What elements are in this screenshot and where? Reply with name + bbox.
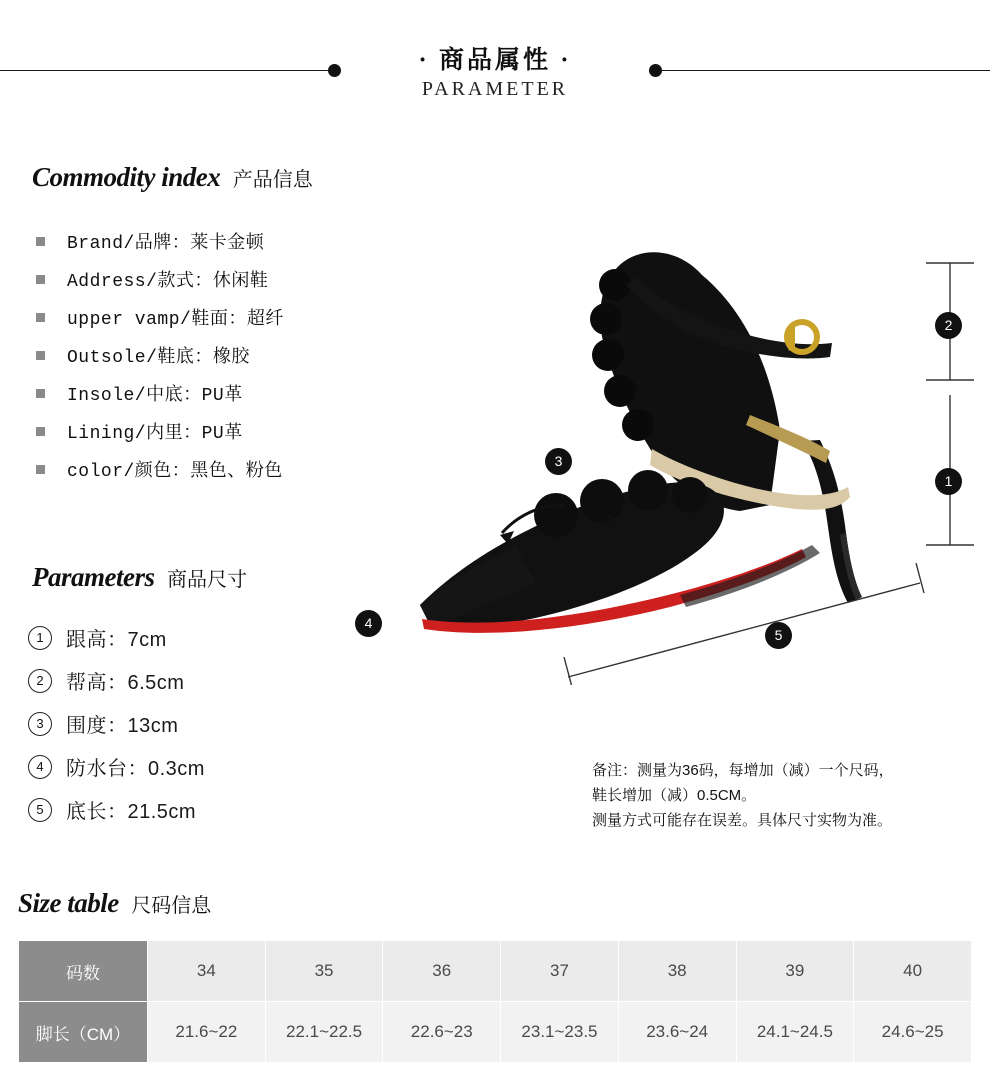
commodity-index-heading xyxy=(32,162,313,193)
size-table-heading xyxy=(18,888,211,919)
list-item xyxy=(28,745,448,788)
square-bullet-icon xyxy=(36,389,45,398)
square-bullet-icon xyxy=(36,237,45,246)
size-table-row-label-size: 码数 xyxy=(19,941,148,1002)
product-info-color: color/颜色：黑色、粉色 xyxy=(67,462,283,482)
page-title-zh: · 商品属性 · xyxy=(418,47,572,74)
length-cell: 23.1~23.5 xyxy=(501,1002,619,1063)
note-line-3: 测量方式可能存在误差。具体尺寸实物为准。 xyxy=(592,812,893,829)
measurement-note xyxy=(592,758,982,833)
photo-marker-5: 5 xyxy=(765,622,792,649)
table-row xyxy=(19,1002,972,1063)
square-bullet-icon xyxy=(36,427,45,436)
size-cell: 39 xyxy=(736,941,854,1002)
length-cell: 23.6~24 xyxy=(618,1002,736,1063)
product-info-vamp: upper vamp/鞋面：超纤 xyxy=(67,310,284,330)
product-info-outsole: Outsole/鞋底：橡胶 xyxy=(67,348,250,368)
product-info-style: Address/款式：休闲鞋 xyxy=(67,272,269,292)
commodity-index-heading-en: Commodity index xyxy=(32,162,221,192)
number-badge-4: 4 xyxy=(28,755,52,779)
parameter-sole-length: 底长：21.5cm xyxy=(66,801,197,823)
parameter-heel-height: 跟高：7cm xyxy=(66,629,167,651)
photo-marker-2: 2 xyxy=(935,312,962,339)
product-info-insole: Insole/中底：PU革 xyxy=(67,386,243,406)
number-badge-3: 3 xyxy=(28,712,52,736)
product-photo xyxy=(350,215,990,685)
table-row xyxy=(19,941,972,1002)
size-table-heading-zh: 尺码信息 xyxy=(131,895,212,917)
square-bullet-icon xyxy=(36,465,45,474)
size-table-row-label-footlength: 脚长（CM） xyxy=(19,1002,148,1063)
product-info-lining: Lining/内里：PU革 xyxy=(67,424,243,444)
list-item xyxy=(28,788,448,831)
parameters-heading xyxy=(32,562,247,593)
list-item xyxy=(28,702,448,745)
square-bullet-icon xyxy=(36,313,45,322)
parameter-platform: 防水台：0.3cm xyxy=(66,758,205,780)
size-cell: 35 xyxy=(265,941,383,1002)
length-cell: 22.1~22.5 xyxy=(265,1002,383,1063)
photo-marker-1: 1 xyxy=(935,468,962,495)
size-cell: 38 xyxy=(618,941,736,1002)
parameter-girth: 围度：13cm xyxy=(66,715,179,737)
size-cell: 36 xyxy=(383,941,501,1002)
size-table-heading-en: Size table xyxy=(18,888,119,918)
length-cell: 22.6~23 xyxy=(383,1002,501,1063)
length-cell: 24.6~25 xyxy=(854,1002,972,1063)
parameters-heading-zh: 商品尺寸 xyxy=(166,569,247,591)
square-bullet-icon xyxy=(36,351,45,360)
commodity-index-heading-zh: 产品信息 xyxy=(232,169,313,191)
number-badge-5: 5 xyxy=(28,798,52,822)
product-info-brand: Brand/品牌：莱卡金顿 xyxy=(67,234,265,254)
number-badge-1: 1 xyxy=(28,626,52,650)
page-header xyxy=(0,0,990,120)
photo-marker-3: 3 xyxy=(545,448,572,475)
shoe-illustration xyxy=(350,215,990,685)
note-line-2: 鞋长增加（减）0.5CM。 xyxy=(592,787,757,804)
length-cell: 21.6~22 xyxy=(148,1002,266,1063)
photo-marker-4: 4 xyxy=(355,610,382,637)
size-table xyxy=(18,940,972,1063)
square-bullet-icon xyxy=(36,275,45,284)
note-line-1: 备注：测量为36码，每增加（减）一个尺码， xyxy=(592,762,894,779)
length-cell: 24.1~24.5 xyxy=(736,1002,854,1063)
size-cell: 34 xyxy=(148,941,266,1002)
page-title-en: PARAMETER xyxy=(421,78,569,100)
number-badge-2: 2 xyxy=(28,669,52,693)
size-cell: 37 xyxy=(501,941,619,1002)
size-cell: 40 xyxy=(854,941,972,1002)
parameter-shaft-height: 帮高：6.5cm xyxy=(66,672,185,694)
parameters-heading-en: Parameters xyxy=(32,562,155,592)
